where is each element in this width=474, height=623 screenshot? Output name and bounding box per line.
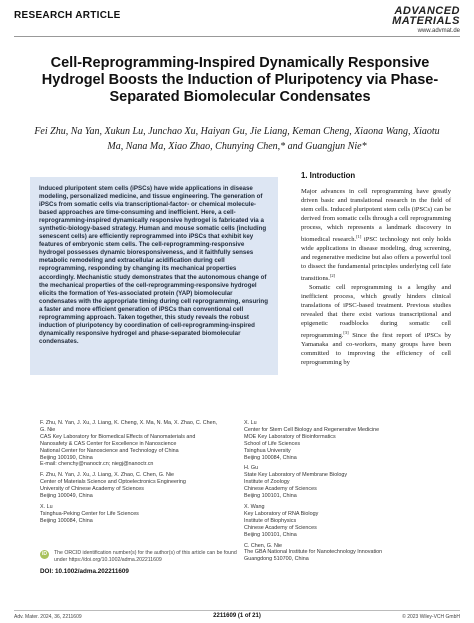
orcid-note bbox=[40, 550, 240, 563]
affiliation-line: X. Wang bbox=[244, 503, 265, 510]
footer-copyright: © 2023 Wiley-VCH GmbH bbox=[402, 614, 460, 620]
journal-url[interactable]: www.advmat.de bbox=[417, 28, 460, 34]
affiliation-line: F. Zhu, N. Yan, J. Xu, J. Liang, K. Cheng, X. Ma, N. Ma, X. Zhao, C. Chen, bbox=[40, 420, 218, 426]
article-type-label: RESEARCH ARTICLE bbox=[14, 10, 121, 21]
email-line[interactable]: E-mail: chenchy@nanoctr.cn; niegj@nanoctr.cn bbox=[40, 461, 154, 468]
affiliation-line: School of Life Sciences bbox=[244, 440, 301, 447]
affiliation-line: The GBA National Institute for Nanotechnology Innovation bbox=[244, 549, 383, 556]
abstract-text: Induced pluripotent stem cells (iPSCs) have wide applications in disease modeling, personalized medicine, and tissue engineering. The generation of iPSCs from somatic cells via transcriptional-factor- or chemical molecule-based approaches are time-consuming and inefficient. Here, a cell-reprogramming-inspired dynamically responsive hydrogel is fabricated via a synthetic-biology-based strategy. Human and mouse somatic cells (including senescent cells) are efficiently reprogrammed into iPSCs that exhibit key features of embryonic stem cells. The cell-reprogramming-responsive hydrogel possesses dynamic bioresponsiveness, and it faithfully senses metabolic remodeling and extracellular acidification during cell reprogramming, responding by changing its mechanical properties accordingly. Mechanistic study demonstrates that the autonomous change of the mechanical properties of the cell-reprogramming-responsive hydrogel elicits the formation of Yes-associated protein (YAP) biomolecular condensates with the appropriate timing during cell reprogramming, ensuring a faster and more efficient generation of iPSCs than conventional cell reprogramming approach. Taken together, this study reveals the robust induction of pluripotency by coordination of cell-reprogramming-inspired dynamically responsive hydrogel and phase-separated biomolecular condensates. bbox=[39, 185, 268, 345]
affiliation-line: Beijing 100049, China bbox=[40, 493, 93, 500]
affiliation-line: Center of Materials Science and Optoelectronics Engineering bbox=[40, 479, 186, 486]
intro-paragraph-2 bbox=[301, 284, 451, 368]
orcid-icon: iD bbox=[42, 551, 47, 557]
intro-p1-text-b: iPSC technology not only holds wide applications in disease modeling, drug screening, and regenerative medicine but also offers a powerful tool to dissect the fundamental principles underlying cell fate transitions. bbox=[301, 235, 451, 282]
affiliation-line: Chinese Academy of Sciences bbox=[244, 524, 317, 531]
article-title: Cell-Reprogramming-Inspired Dynamically Responsive Hydrogel Boosts the Induction of Pluripotency via Phase-Separated Biomolecular Condensates bbox=[41, 55, 439, 105]
affiliation-line: Center for Stem Cell Biology and Regenerative Medicine bbox=[244, 426, 380, 433]
citation-link[interactable]: [2] bbox=[329, 272, 336, 278]
affiliation-line: MOE Key Laboratory of Bioinformatics bbox=[244, 433, 336, 440]
header-divider bbox=[14, 36, 460, 37]
citation-link[interactable]: [3] bbox=[343, 329, 349, 335]
footer-citation: Adv. Mater. 2024, 36, 2211609 bbox=[14, 614, 82, 620]
affiliation-line: X. Lu bbox=[40, 503, 53, 510]
affiliation-line: Institute of Biophysics bbox=[244, 517, 297, 524]
affiliation-line: National Center for Nanoscience and Technology of China bbox=[40, 447, 179, 454]
intro-p2-text-b: Since the first report of iPSCs by Yamanaka and co-workers, many groups have been committed to improving the efficiency of cell reprogramming by bbox=[301, 331, 451, 366]
affiliation-line: Beijing 100101, China bbox=[244, 531, 297, 538]
brand-line-2: MATERIALS bbox=[392, 15, 460, 27]
affiliation-line: C. Chen, G. Nie bbox=[244, 542, 283, 549]
introduction-section bbox=[301, 172, 451, 368]
affiliation-line: G. Nie bbox=[40, 426, 56, 433]
affiliation-line: Guangdong 510700, China bbox=[244, 556, 309, 563]
intro-p1-text-a: Major advances in cell reprogramming have greatly driven basic and translational research in the field of stem cells. Induced pluripotent stem cells (iPSCs) can be derived from somatic cells through a cell reprogramming process, which represents a landmark discovery in biomedical research. bbox=[301, 187, 451, 243]
affiliation-line: H. Gu bbox=[244, 465, 259, 472]
brand-line-1: ADVANCED bbox=[394, 5, 460, 17]
author-list: Fei Zhu, Na Yan, Xukun Lu, Junchao Xu, Haiyan Gu, Jie Liang, Keman Cheng, Xiaona Wang, Xiaotu Ma, Nana Ma, Xiao Zhao, Chunying Chen,* and Guangjun Nie* bbox=[34, 126, 440, 152]
affiliation-line: State Key Laboratory of Membrane Biology bbox=[244, 472, 348, 479]
journal-logo bbox=[392, 6, 460, 34]
introduction-heading: 1. Introduction bbox=[301, 171, 356, 180]
affiliation-line: X. Lu bbox=[244, 420, 257, 426]
affiliation-line: Key Laboratory of RNA Biology bbox=[244, 510, 319, 517]
affiliation-line: Tsinghua-Peking Center for Life Sciences bbox=[40, 510, 139, 517]
citation-link[interactable]: [1] bbox=[356, 233, 362, 239]
affiliations-right bbox=[244, 420, 444, 563]
affiliation-line: Tsinghua University bbox=[244, 447, 291, 454]
orcid-note-text[interactable]: The ORCID identification number(s) for the author(s) of this article can be found under https://doi.org/10.1002/adma.202211609 bbox=[54, 550, 237, 563]
page-footer bbox=[14, 614, 460, 622]
affiliation-line: Chinese Academy of Sciences bbox=[244, 486, 317, 493]
affiliation-line: Beijing 100190, China bbox=[40, 454, 93, 461]
affiliation-line: F. Zhu, N. Yan, J. Xu, J. Liang, X. Zhao, C. Chen, G. Nie bbox=[40, 472, 175, 479]
affiliation-line: CAS Key Laboratory for Biomedical Effects of Nanomaterials and bbox=[40, 433, 196, 440]
doi-label[interactable]: DOI: 10.1002/adma.202211609 bbox=[40, 568, 129, 575]
affiliation-line: Institute of Zoology bbox=[244, 479, 290, 486]
intro-p2-text-a: Somatic cell reprogramming is a lengthy and inefficient process, which greatly hinders clinical translations of iPSC-based treatment. Previous studies revealed that there exist various transcriptional and epigenetic roadblocks during somatic cell reprogramming. bbox=[301, 283, 451, 339]
affiliations-left bbox=[40, 420, 240, 525]
intro-paragraph-1 bbox=[301, 188, 451, 284]
affiliation-line: Beijing 100084, China bbox=[244, 454, 297, 461]
affiliation-line: Nanosafety & CAS Center for Excellence in Nanoscience bbox=[40, 440, 177, 447]
page-number: 2211609 (1 of 21) bbox=[213, 613, 261, 619]
affiliation-line: University of Chinese Academy of Sciences bbox=[40, 486, 144, 493]
affiliation-line: Beijing 100101, China bbox=[244, 493, 297, 500]
journal-header bbox=[0, 0, 474, 38]
affiliation-line: Beijing 100084, China bbox=[40, 517, 93, 524]
abstract-box bbox=[30, 177, 278, 375]
footer-divider bbox=[14, 610, 460, 611]
